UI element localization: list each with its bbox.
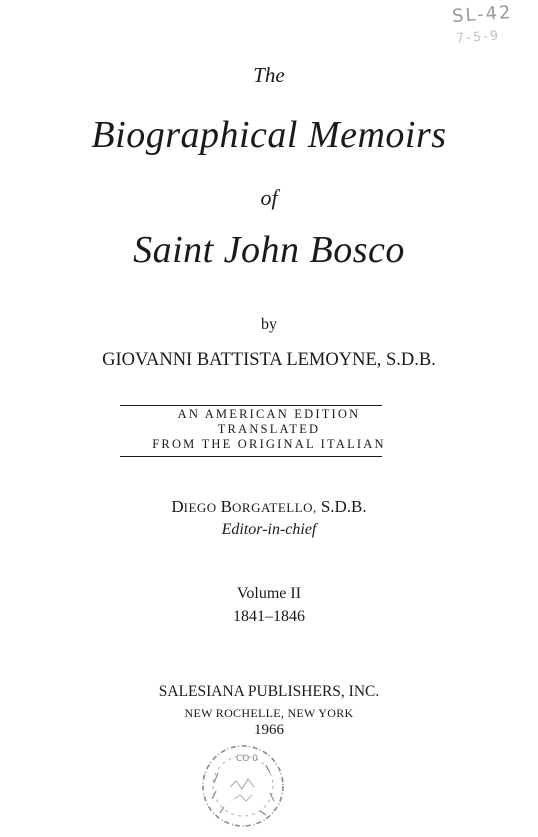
editor-name: DIEGO BORGATELLO, S.D.B. bbox=[171, 497, 367, 516]
by-line: by bbox=[261, 316, 277, 333]
title-line-1: Biographical Memoirs bbox=[91, 114, 447, 156]
edition-line-3: FROM THE ORIGINAL ITALIAN bbox=[152, 437, 386, 451]
publisher-name: SALESIANA PUBLISHERS, INC. bbox=[158, 683, 380, 700]
publication-year: 1966 bbox=[254, 722, 284, 738]
handwritten-call-number: SL-42 bbox=[451, 1, 514, 28]
svg-text:CO 0: CO 0 bbox=[236, 754, 258, 764]
volume-label: Volume II bbox=[236, 585, 302, 602]
edition-line-2: TRANSLATED bbox=[217, 422, 321, 436]
edition-top-rule bbox=[120, 405, 382, 406]
author-name: GIOVANNI BATTISTA LEMOYNE, S.D.B. bbox=[102, 350, 436, 370]
library-stamp-icon bbox=[200, 743, 286, 829]
title-the: The bbox=[253, 63, 285, 87]
handwritten-note: 7-5-9 bbox=[455, 28, 501, 47]
edition-line-1: AN AMERICAN EDITION bbox=[177, 407, 361, 421]
publisher-place: NEW ROCHELLE, NEW YORK bbox=[184, 706, 354, 720]
edition-bottom-rule bbox=[120, 456, 382, 457]
volume-years: 1841–1846 bbox=[233, 608, 305, 625]
title-line-2: Saint John Bosco bbox=[133, 229, 405, 271]
title-of: of bbox=[260, 185, 278, 210]
editor-role: Editor-in-chief bbox=[221, 521, 317, 538]
